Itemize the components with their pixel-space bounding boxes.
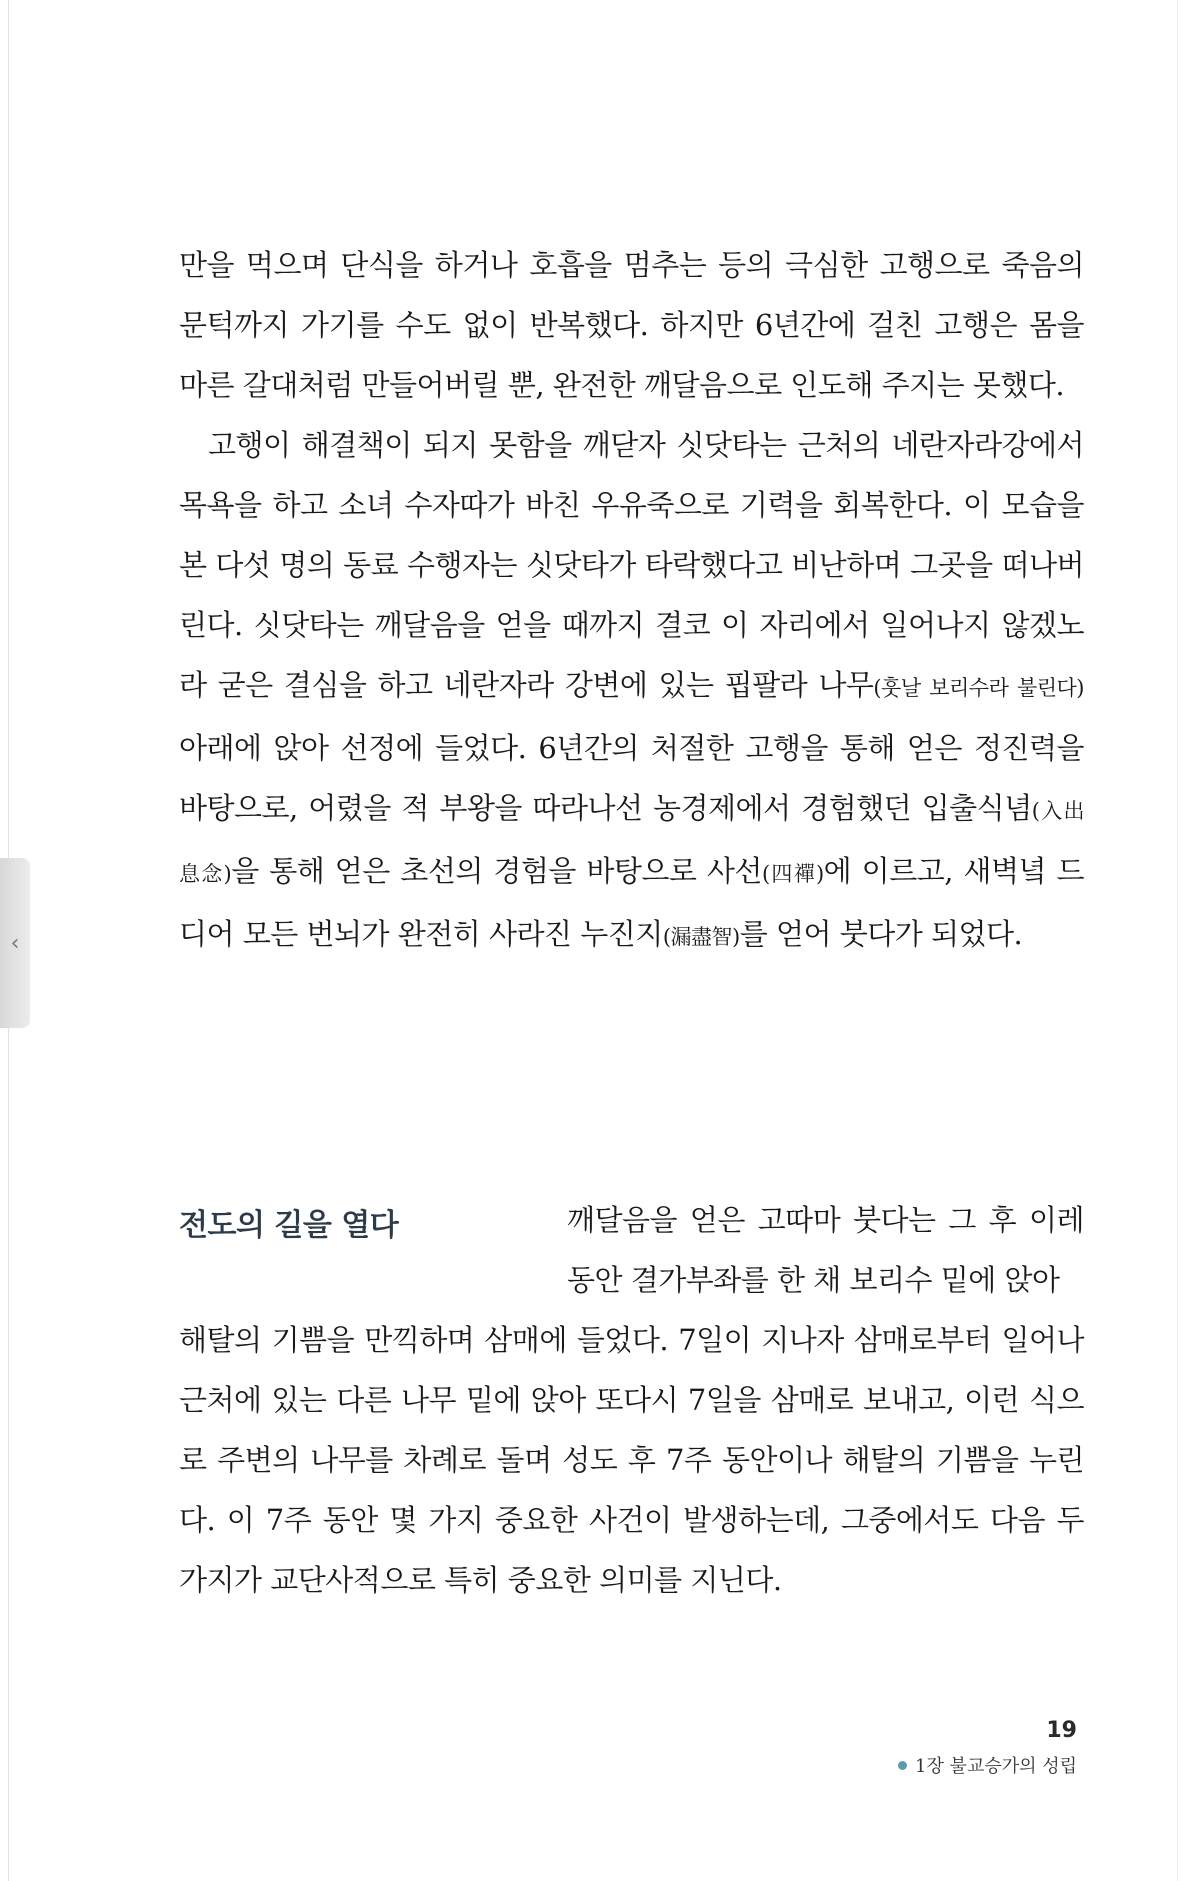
bullet-dot-icon xyxy=(898,1761,907,1770)
body-text-top xyxy=(179,235,1084,967)
chapter-label xyxy=(898,1752,1077,1778)
text-run: 아래에 앉아 선정에 들었다. 6년간의 처절한 고행을 통해 얻은 정진력을 바탕으로, 어렸을 적 부왕을 따라나선 농경제에서 경험했던 입출식념 xyxy=(179,731,1084,825)
book-page xyxy=(8,0,1178,1881)
section-body-text: 해탈의 기쁨을 만끽하며 삼매에 들었다. 7일이 지나자 삼매로부터 일어나 근처에 있는 다른 나무 밑에 앉아 또다시 7일을 삼매로 보내고, 이런 식으로 주변의 나무를 차례로 돌며 성도 후 7주 동안이나 해탈의 기쁨을 누린다. 이 7주 동안 몇 가지 중요한 사건이 발생하는데, 그중에서도 다음 두 가지가 교단사적으로 특히 중요한 의미를 지닌다. xyxy=(179,1323,1084,1597)
annotation-text: (入出息念) xyxy=(179,799,1085,886)
paragraph-2 xyxy=(179,415,1084,967)
text-run: 고행이 해결책이 되지 못함을 깨닫자 싯닷타는 근처의 네란자라강에서 목욕을 하고 소녀 수자따가 바친 우유죽으로 기력을 회복한다. 이 모습을 본 다섯 명의 동료 수행자는 싯닷타가 타락했다고 비난하며 그곳을 떠나버린다. 싯닷타는 깨달음을 얻을 때까지 결코 이 자리에서 일어나지 않겠노라 굳은 결심을 하고 네란자라 강변에 있는 핍팔라 나무 xyxy=(179,428,1084,702)
paragraph-1 xyxy=(179,235,1084,415)
text-run: 을 통해 얻은 초선의 경험을 바탕으로 사선 xyxy=(231,854,762,888)
annotation-text: (四禪) xyxy=(761,862,824,886)
chapter-title: 1장 불교승가의 성립 xyxy=(915,1756,1077,1777)
text-run: 를 얻어 붓다가 되었다. xyxy=(739,917,1023,951)
prev-page-button[interactable] xyxy=(0,858,30,1028)
annotation-text: (훗날 보리수라 불린다) xyxy=(873,676,1084,700)
section-lead-text: 깨달음을 얻은 고따마 붓다는 그 후 이레 동안 결가부좌를 한 채 보리수 밑에 앉아 xyxy=(567,1203,1084,1297)
section-title: 전도의 길을 열다 xyxy=(179,1208,399,1243)
annotation-text: (漏盡智) xyxy=(662,925,740,949)
chevron-left-icon: ‹ xyxy=(10,930,20,956)
text-run: 만을 먹으며 단식을 하거나 호흡을 멈추는 등의 극심한 고행으로 죽음의 문턱까지 가기를 수도 없이 반복했다. 하지만 6년간에 걸친 고행은 몸을 마른 갈대처럼 만들어버릴 뿐, 완전한 깨달음으로 인도해 주지는 못했다. xyxy=(179,248,1084,402)
page-number: 19 xyxy=(1046,1718,1077,1743)
section-preaching xyxy=(179,1190,1084,1610)
text-run: 에 이르고, 새벽녘 드디어 모든 번뇌가 완전히 사라진 누진지 xyxy=(179,854,1084,951)
